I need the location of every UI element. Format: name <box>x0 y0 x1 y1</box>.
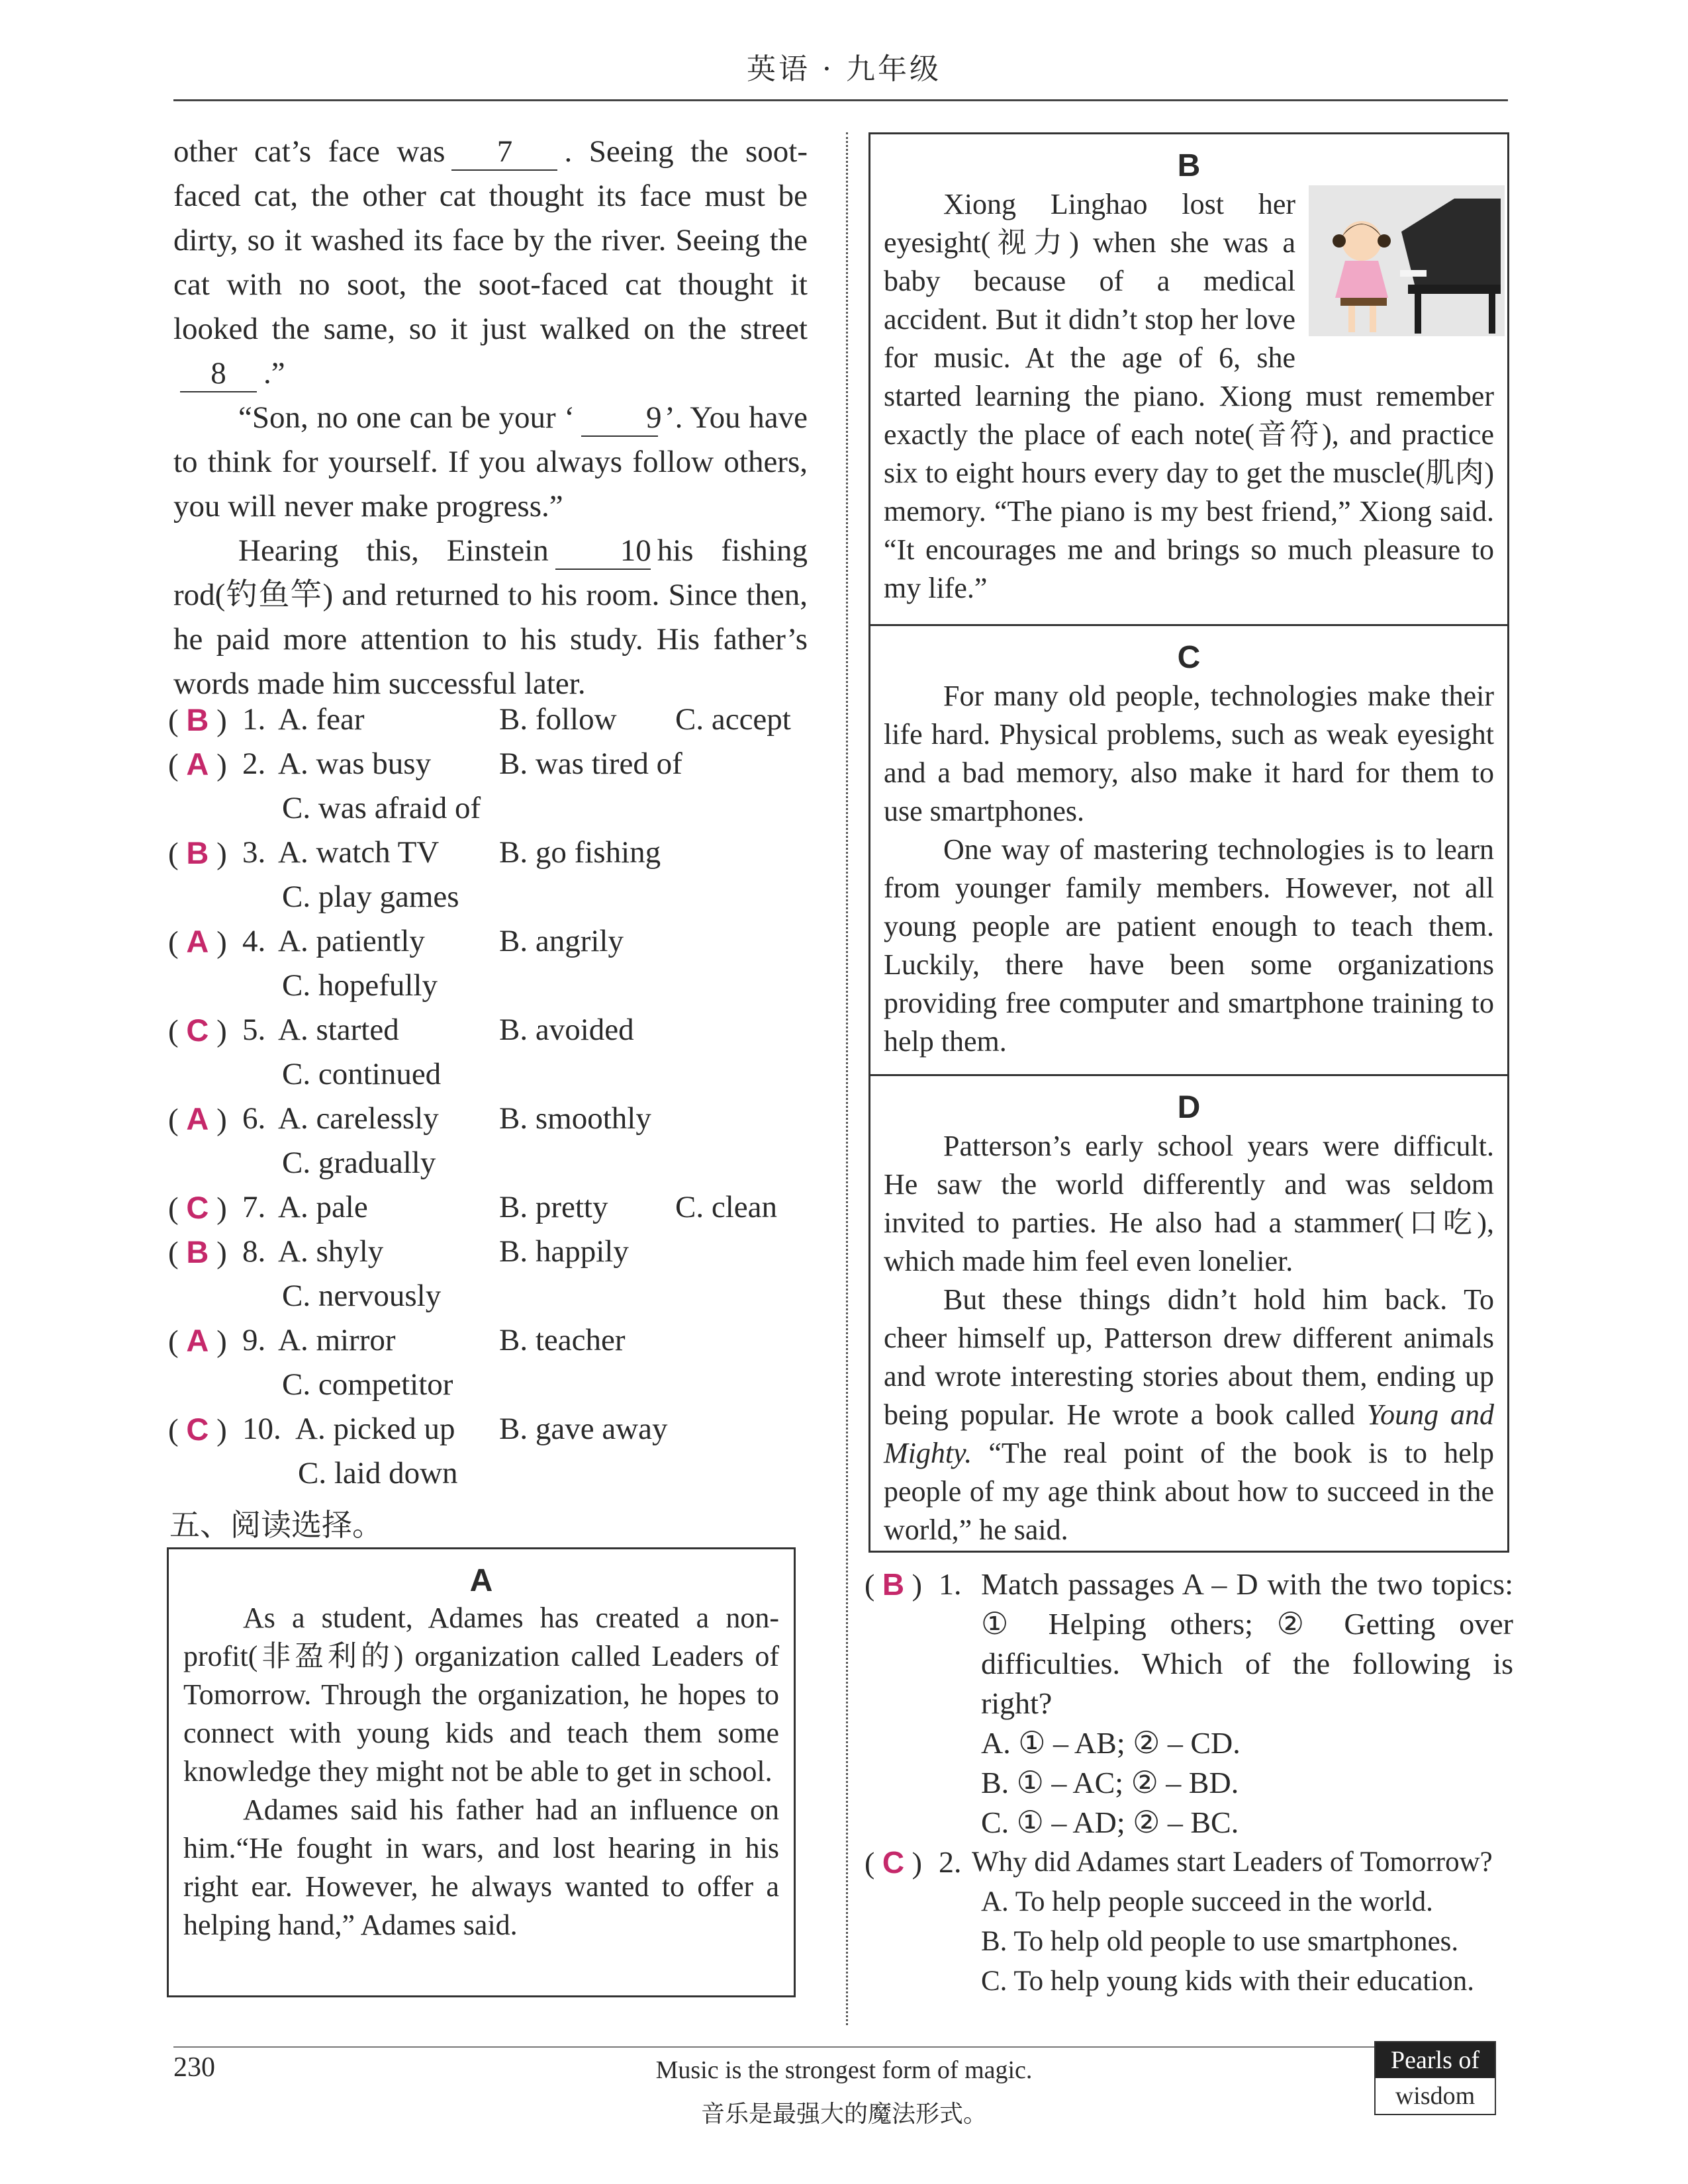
passages-bcd-box <box>868 132 1509 1553</box>
answer-letter: C <box>186 1412 209 1447</box>
cloze-text: ’. You have to think for yourself. If you always follow others, you will never make progress.” <box>173 400 808 523</box>
question-item <box>168 746 802 825</box>
question-number: 9. <box>242 1323 266 1357</box>
answer-letter: A <box>186 1101 209 1136</box>
option-c: C. laid down <box>298 1456 458 1490</box>
passage-c <box>870 624 1507 1074</box>
option-a: A. started <box>278 1013 399 1047</box>
question-item <box>168 1234 802 1313</box>
cloze-text: other cat’s face was <box>173 134 445 169</box>
option-a: A. picked up <box>295 1412 455 1446</box>
option-b: B. happily <box>499 1234 629 1269</box>
cloze-paragraph <box>173 130 808 396</box>
badge-top: Pearls of <box>1376 2042 1495 2078</box>
answer-paren: ( A ) <box>168 924 227 960</box>
cloze-text: “Son, no one can be your ‘ <box>238 400 575 435</box>
answer-letter: B <box>186 702 209 737</box>
passage-text: But these things didn’t hold him back. To cheer himself up, Patterson drew different animals and wrote interesting stories about them, ending up being popular. He wrote a book called <box>884 1283 1494 1431</box>
passage-b <box>870 134 1507 624</box>
piano-girl-illustration <box>1309 185 1505 336</box>
option-b: B. gave away <box>499 1412 668 1446</box>
footer-divider <box>173 2046 1378 2048</box>
question-number: 7. <box>242 1190 266 1224</box>
passage-paragraph: One way of mastering technologies is to learn from younger family members. However, not all young people are patient enough to teach them. Luckily, there have been some organizations providing free computer and smartphone training to help them. <box>884 833 1494 1058</box>
question-number: 1. <box>242 702 266 737</box>
question-number: 4. <box>242 924 266 958</box>
option-b: B. avoided <box>499 1013 634 1047</box>
passage-paragraph: Xiong Linghao lost her eyesight(视力) when she was a baby because of a medical accident. But it didn’t stop her love for music. At the age of 6, she started learning the piano. Xiong must remember exactly the place of each note(音符), and practice six to eight hours every day to get the muscle(肌肉) memory. “The piano is my best friend,” Xiong said. “It encourages me and brings so much pleasure to my life.” <box>884 188 1494 604</box>
passage-label: B <box>1177 148 1201 183</box>
question-number: 2. <box>939 1845 962 1879</box>
cloze-text: his fishing rod(钓鱼竿) and returned to his room. Since then, he paid more attention to his study. His father’s words made him successful later. <box>173 533 808 701</box>
option-b: B. follow <box>499 702 617 737</box>
passage-a-box <box>167 1547 796 1997</box>
question-item <box>168 835 802 914</box>
option-a: A. watch TV <box>278 835 440 870</box>
option-b: B. was tired of <box>499 747 682 781</box>
answer-letter: A <box>186 747 209 782</box>
option-b: B. go fishing <box>499 835 661 870</box>
passage-paragraph: Patterson’s early school years were difficult. He saw the world differently and was seldom invited to parties. He also had a stammer(口吃), which made him feel even lonelier. <box>884 1130 1494 1277</box>
passage-paragraph <box>884 1281 1494 1549</box>
answer-letter: A <box>186 924 209 959</box>
option-c: C. nervously <box>282 1279 442 1313</box>
blank-10: 10 <box>555 533 651 570</box>
passage-label: D <box>1177 1090 1201 1125</box>
question-stem: Match passages A – D with the two topics: ① Helping others; ② Getting over difficulties. Which of the following is right? <box>981 1567 1513 1720</box>
passage-paragraph: For many old people, technologies make their life hard. Physical problems, such as weak eyesight and a bad memory, also make it hard for them to use smartphones. <box>884 680 1494 827</box>
question-stem: Why did Adames start Leaders of Tomorrow? <box>972 1846 1493 1878</box>
answer-letter: C <box>882 1845 905 1880</box>
cloze-paragraph <box>173 396 808 529</box>
question-item <box>168 1101 802 1180</box>
option-a: A. was busy <box>278 747 432 781</box>
blank-9: 9 <box>581 400 658 437</box>
option-a: A. mirror <box>278 1323 396 1357</box>
question-number: 10. <box>242 1412 281 1446</box>
blank-7: 7 <box>451 134 557 171</box>
question-item <box>168 1189 802 1234</box>
answer-paren: ( A ) <box>168 1101 227 1137</box>
book-title: Young and Mighty. <box>884 1398 1494 1469</box>
motto-english: Music is the strongest form of magic. <box>655 2056 1033 2084</box>
option-a: A. patiently <box>278 924 425 958</box>
cloze-passage <box>173 130 808 706</box>
option-b: B. smoothly <box>499 1101 651 1136</box>
passage-label: A <box>469 1563 493 1598</box>
question-item <box>168 1322 802 1402</box>
piano-icon <box>1309 185 1505 336</box>
passage-b-text <box>884 185 1494 608</box>
column-divider <box>846 132 848 2025</box>
question-number: 6. <box>242 1101 266 1136</box>
question-number: 3. <box>242 835 266 870</box>
passage-paragraph: As a student, Adames has created a non-profit(非盈利的) organization called Leaders of Tomorrow. Through the organization, he hopes to connect with young kids and teach them some knowledge they might not be able to get in school. <box>183 1602 779 1788</box>
answer-paren: ( C ) <box>865 1845 922 1880</box>
page-number: 230 <box>173 2052 215 2083</box>
answer-paren: ( C ) <box>168 1190 227 1226</box>
question-number: 8. <box>242 1234 266 1269</box>
option-c: C. hopefully <box>282 968 438 1003</box>
option-c: C. competitor <box>282 1367 453 1402</box>
option-a: A. shyly <box>278 1234 384 1269</box>
option-c: C. To help young kids with their education. <box>981 1966 1475 1997</box>
option-a: A. carelessly <box>278 1101 439 1136</box>
option-b: B. To help old people to use smartphones. <box>981 1926 1459 1957</box>
answer-letter: C <box>186 1013 209 1048</box>
option-c: C. continued <box>282 1057 442 1091</box>
cloze-text: Hearing this, Einstein <box>238 533 549 568</box>
option-c: C. play games <box>282 880 459 914</box>
answer-paren: ( B ) <box>865 1567 922 1602</box>
answer-paren: ( A ) <box>168 747 227 782</box>
cloze-questions <box>168 702 817 1502</box>
option-b: B. teacher <box>499 1323 626 1357</box>
answer-paren: ( C ) <box>168 1013 227 1048</box>
answer-letter: C <box>186 1190 209 1225</box>
answer-paren: ( C ) <box>168 1412 227 1447</box>
answer-paren: ( B ) <box>168 835 227 871</box>
passage-label: C <box>1177 640 1201 675</box>
section-title: 五、阅读选择。 <box>169 1507 383 1543</box>
option-c: C. clean <box>675 1190 777 1224</box>
answer-letter: B <box>186 835 209 870</box>
option-c: C. gradually <box>282 1146 436 1180</box>
question-item <box>168 1411 802 1490</box>
badge-bottom: wisdom <box>1395 2082 1476 2110</box>
option-a: A. To help people succeed in the world. <box>981 1886 1433 1917</box>
question-item <box>168 702 802 746</box>
question-number: 1. <box>939 1567 962 1601</box>
passage-a-text <box>183 1599 779 1944</box>
option-c: C. was afraid of <box>282 791 481 825</box>
cloze-text: . Seeing the soot-faced cat, the other cat thought its face must be dirty, so it washed its face by the river. Seeing the cat with no soot, the soot-faced cat thought it looked the same, so it just walked on the street <box>173 134 808 346</box>
option-a: A. fear <box>278 702 365 737</box>
passage-paragraph: Adames said his father had an influence on him.“He fought in wars, and lost hearing in his right ear. However, he always wanted to offer a helping hand,” Adames said. <box>183 1794 779 1941</box>
option-a: A. ① – AB; ② – CD. <box>981 1726 1241 1760</box>
option-a: A. pale <box>278 1190 368 1224</box>
answer-paren: ( A ) <box>168 1323 227 1359</box>
question-item <box>168 923 802 1003</box>
answer-letter: B <box>882 1567 905 1602</box>
answer-paren: ( B ) <box>168 1234 227 1270</box>
blank-8: 8 <box>180 355 257 392</box>
passage-c-text <box>884 677 1494 1061</box>
option-b: B. pretty <box>499 1190 608 1224</box>
option-b: B. ① – AC; ② – BD. <box>981 1766 1239 1799</box>
pearls-of-wisdom-badge <box>1374 2041 1496 2115</box>
cloze-paragraph <box>173 529 808 706</box>
question-number: 5. <box>242 1013 266 1047</box>
passage-d <box>870 1074 1507 1551</box>
page-header-title: 英语 · 九年级 <box>747 52 941 86</box>
answer-letter: A <box>186 1323 209 1358</box>
answer-paren: ( B ) <box>168 702 227 738</box>
option-c: C. ① – AD; ② – BC. <box>981 1805 1239 1839</box>
option-c: C. accept <box>675 702 791 737</box>
answer-letter: B <box>186 1234 209 1269</box>
question-number: 2. <box>242 747 266 781</box>
question-item <box>168 1012 802 1091</box>
option-b: B. angrily <box>499 924 624 958</box>
motto-chinese: 音乐是最强大的魔法形式。 <box>700 2101 987 2128</box>
cloze-text: .” <box>263 356 285 390</box>
header-divider <box>173 99 1508 101</box>
passage-text: “The real point of the book is to help people of my age think about how to succeed in the world,” he said. <box>884 1437 1495 1546</box>
passage-d-text <box>884 1127 1494 1549</box>
